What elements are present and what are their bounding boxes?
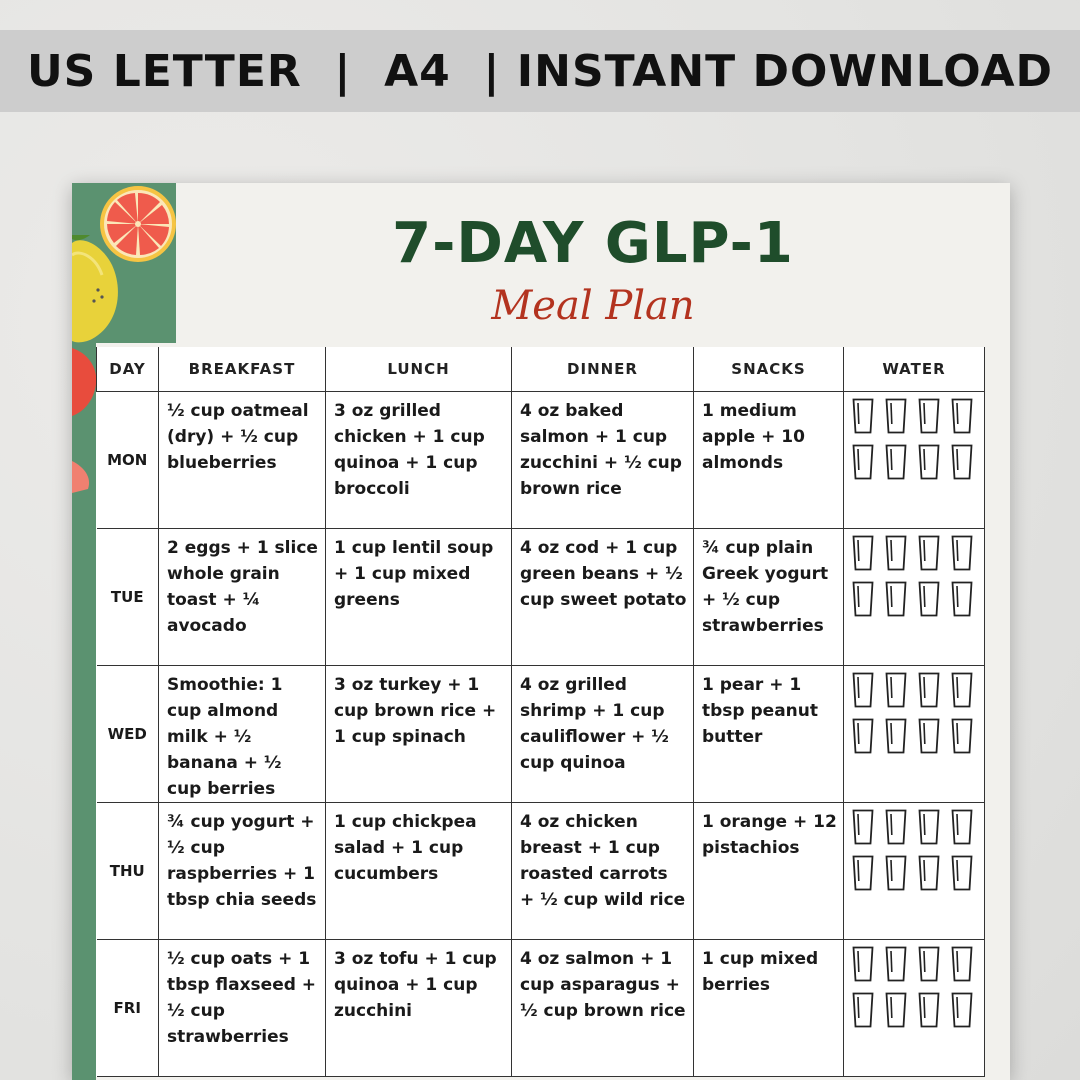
water-glass-icon[interactable] <box>885 535 907 571</box>
water-glass-icon[interactable] <box>918 718 940 754</box>
day-cell: WED <box>97 666 159 803</box>
water-glass-icon[interactable] <box>918 535 940 571</box>
water-glass-icon[interactable] <box>852 855 874 891</box>
lunch-cell: 1 cup lentil soup + 1 cup mixed greens <box>326 529 512 666</box>
day-cell: MON <box>97 392 159 529</box>
water-tracker <box>844 666 985 803</box>
page-subtitle: Meal Plan <box>491 283 695 329</box>
snacks-cell: 1 pear + 1 tbsp peanut butter <box>694 666 844 803</box>
dinner-cell: 4 oz salmon + 1 cup asparagus + ½ cup brown rice <box>512 940 694 1077</box>
water-glass-icon[interactable] <box>885 581 907 617</box>
day-cell: FRI <box>97 940 159 1077</box>
water-glass-icon[interactable] <box>918 444 940 480</box>
water-glass-icon[interactable] <box>951 535 973 571</box>
water-glass-icon[interactable] <box>885 809 907 845</box>
breakfast-cell: 2 eggs + 1 slice whole grain toast + ¼ avocado <box>159 529 326 666</box>
water-glass-icon[interactable] <box>951 581 973 617</box>
table-row <box>97 392 985 529</box>
header-lunch: LUNCH <box>326 347 512 392</box>
water-glass-icon[interactable] <box>951 672 973 708</box>
lunch-cell: 3 oz tofu + 1 cup quinoa + 1 cup zucchini <box>326 940 512 1077</box>
lunch-cell: 3 oz grilled chicken + 1 cup quinoa + 1 cup broccoli <box>326 392 512 529</box>
water-glass-icon[interactable] <box>918 992 940 1028</box>
water-glass-icon[interactable] <box>852 992 874 1028</box>
water-glass-icon[interactable] <box>918 946 940 982</box>
water-glass-icon[interactable] <box>918 398 940 434</box>
table-row <box>97 803 985 940</box>
water-glass-icon[interactable] <box>885 946 907 982</box>
header-breakfast: BREAKFAST <box>159 347 326 392</box>
water-glass-icon[interactable] <box>852 444 874 480</box>
water-tracker <box>844 940 985 1077</box>
snacks-cell: ¾ cup plain Greek yogurt + ½ cup strawberries <box>694 529 844 666</box>
water-glass-icon[interactable] <box>951 718 973 754</box>
water-glass-icon[interactable] <box>951 809 973 845</box>
day-cell: TUE <box>97 529 159 666</box>
table-row <box>97 666 985 803</box>
dinner-cell: 4 oz cod + 1 cup green beans + ½ cup sweet potato <box>512 529 694 666</box>
water-glass-icon[interactable] <box>852 672 874 708</box>
water-glass-icon[interactable] <box>885 672 907 708</box>
water-glass-icon[interactable] <box>852 535 874 571</box>
breakfast-cell: ½ cup oats + 1 tbsp flaxseed + ½ cup strawberries <box>159 940 326 1077</box>
water-tracker <box>844 392 985 529</box>
table-row <box>97 940 985 1077</box>
water-glass-icon[interactable] <box>885 718 907 754</box>
table-row <box>97 529 985 666</box>
water-glass-icon[interactable] <box>885 855 907 891</box>
header-snacks: SNACKS <box>694 347 844 392</box>
breakfast-cell: ¾ cup yogurt + ½ cup raspberries + 1 tbsp chia seeds <box>159 803 326 940</box>
water-glass-icon[interactable] <box>951 398 973 434</box>
water-glass-icon[interactable] <box>951 992 973 1028</box>
snacks-cell: 1 orange + 12 pistachios <box>694 803 844 940</box>
decor-green-edge <box>72 343 96 1080</box>
water-glass-icon[interactable] <box>918 809 940 845</box>
breakfast-cell: Smoothie: 1 cup almond milk + ½ banana + ½ cup berries <box>159 666 326 803</box>
dinner-cell: 4 oz baked salmon + 1 cup zucchini + ½ cup brown rice <box>512 392 694 529</box>
water-glass-icon[interactable] <box>918 855 940 891</box>
water-glass-icon[interactable] <box>951 946 973 982</box>
lunch-cell: 1 cup chickpea salad + 1 cup cucumbers <box>326 803 512 940</box>
water-glass-icon[interactable] <box>852 946 874 982</box>
water-tracker <box>844 529 985 666</box>
lemon-icon <box>72 235 122 347</box>
header-water: WATER <box>844 347 985 392</box>
dinner-cell: 4 oz chicken breast + 1 cup roasted carrots + ½ cup wild rice <box>512 803 694 940</box>
lunch-cell: 3 oz turkey + 1 cup brown rice + 1 cup spinach <box>326 666 512 803</box>
water-glass-icon[interactable] <box>885 398 907 434</box>
breakfast-cell: ½ cup oatmeal (dry) + ½ cup blueberries <box>159 392 326 529</box>
water-glass-icon[interactable] <box>885 444 907 480</box>
dinner-cell: 4 oz grilled shrimp + 1 cup cauliflower + ½ cup quinoa <box>512 666 694 803</box>
water-glass-icon[interactable] <box>852 718 874 754</box>
page-title: 7-DAY GLP-1 <box>392 211 794 276</box>
table-header-row <box>97 347 985 392</box>
header-dinner: DINNER <box>512 347 694 392</box>
water-glass-icon[interactable] <box>852 581 874 617</box>
water-glass-icon[interactable] <box>951 855 973 891</box>
water-tracker <box>844 803 985 940</box>
water-glass-icon[interactable] <box>885 992 907 1028</box>
snacks-cell: 1 medium apple + 10 almonds <box>694 392 844 529</box>
top-banner <box>0 30 1080 112</box>
water-glass-icon[interactable] <box>918 581 940 617</box>
tomato-icon <box>72 461 96 493</box>
header-day: DAY <box>97 347 159 392</box>
meal-plan-sheet <box>72 183 1010 1080</box>
meal-plan-table <box>96 347 985 1077</box>
day-cell: THU <box>97 803 159 940</box>
snacks-cell: 1 cup mixed berries <box>694 940 844 1077</box>
water-glass-icon[interactable] <box>852 398 874 434</box>
water-glass-icon[interactable] <box>918 672 940 708</box>
banner-text: US LETTER | A4 | INSTANT DOWNLOAD <box>26 45 1054 97</box>
water-glass-icon[interactable] <box>951 444 973 480</box>
water-glass-icon[interactable] <box>852 809 874 845</box>
tomato-icon <box>72 348 98 416</box>
